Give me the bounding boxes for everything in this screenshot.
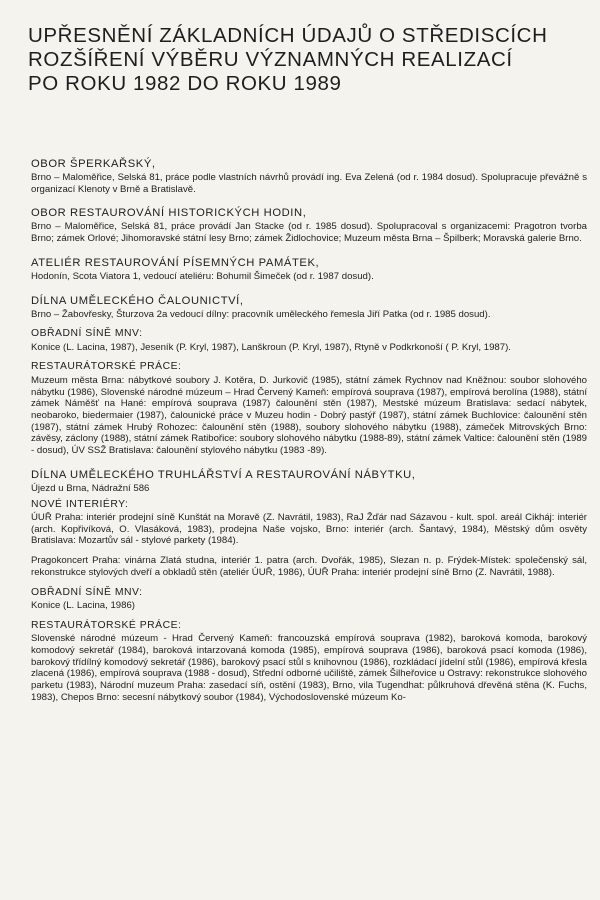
section-calounictvi [31,295,587,457]
subsection-text: Slovenské národné múzeum - Hrad Červený Kameň: francouzská empírová souprava (1982), baroková komoda, barokový komodový sekretář (1984), baroková intarzovaná komoda (1985), empírová souprava (1986), baroková psací komoda (1986), barokový třídílný komodový sekretář (1986), barokový psací stůl s knihovnou (1986), rozkládací jídelní stůl (1986), empírová křesla zlacená (1986), empírová souprava (1988 - dosud), Střední odborné učiliště, zámek Šilheřovice u Ostravy: rekonstrukce slohového parketu (1983), Národní muzeum Praha: zasedací síň, ostění (1983), Brno, vila Tugendhat: půlkruhová dřevěná stěna (K. Fuchs, 1983), Chepos Brno: secesní nábytkový soubor (1984), Východoslovenské múzeum Ko- [31,633,587,703]
section-truhlarstvi [31,469,587,704]
subsection-heading: OBŘADNÍ SÍNĚ MNV: [31,586,143,598]
page-title [28,24,588,96]
section-text: Brno – Maloměřice, Selská 81, práce podle vlastních návrhů provádí ing. Eva Zelená (od r. 1984 dosud). Spolupracuje převážně s organizací Klenoty v Brně a Bratislavě. [31,172,587,195]
subsection-text: Konice (L. Lacina, 1987), Jeseník (P. Kryl, 1987), Lanškroun (P. Kryl, 1987), Rtyně v Podkrkonoší ( P. Kryl, 1987). [31,341,511,353]
section-heading: DÍLNA UMĚLECKÉHO ČALOUNICTVÍ, [31,294,244,307]
section-atelier [31,257,587,283]
subsection-heading: OBŘADNÍ SÍNĚ MNV: [31,328,143,340]
section-text: Hodonín, Scota Viatora 1, vedoucí ateliéru: Bohumil Šimeček (od r. 1987 dosud). [31,270,374,282]
subsection-heading: NOVÉ INTERIÉRY: [31,498,129,510]
title-line-1: UPŘESNĚNÍ ZÁKLADNÍCH ÚDAJŮ O STŘEDISCÍCH [28,24,548,47]
section-heading: OBOR RESTAUROVÁNÍ HISTORICKÝCH HODIN, [31,207,307,220]
title-line-2: ROZŠÍŘENÍ VÝBĚRU VÝZNAMNÝCH REALIZACÍ [28,48,513,71]
section-heading: ATELIÉR RESTAUROVÁNÍ PÍSEMNÝCH PAMÁTEK, [31,256,320,269]
subsection-heading: RESTAURÁTORSKÉ PRÁCE: [31,361,182,373]
section-hodiny [31,207,587,244]
section-text: Brno – Žabovřesky, Šturzova 2a vedoucí dílny: pracovník uměleckého řemesla Jiří Patka (od r. 1985 dosud). [31,308,491,320]
subsection-text: ÚUŘ Praha: interiér prodejní síně Kunštát na Moravě (Z. Navrátil, 1983), RaJ Žďár nad Sázavou - kult. spol. areál Cikháj: interiér (arch. Kopřivíková, O. Vlasáková, 1983), prodejna Naše vojsko, Brno: interiér (arch. Šantavý, 1984), Městský dům osvěty Bratislava: Mozartův sál - stylové parkety (1984). [31,512,587,547]
section-heading: DÍLNA UMĚLECKÉHO TRUHLÁŘSTVÍ A RESTAUROVÁNÍ NÁBYTKU, [31,468,416,481]
section-text: Brno – Maloměřice, Selská 81, práce provádí Jan Stacke (od r. 1985 dosud). Spolupracoval s organizacemi: Pragotron tvorba Brno; zámek Orlové; Jihomoravské státní lesy Brno; zámek Židlochovice; Muzeum města Brna – Špilberk; Moravská galerie Brno. [31,221,587,245]
subsection-text: Muzeum města Brna: nábytkové soubory J. Kotěra, D. Jurkovič (1985), státní zámek Rychnov nad Kněžnou: soubor slohového nábytku (1986), Slovenské národné múzeum – Hrad Červený Kameň: empírová souprava (1987), empírová berolína (1988), státní zámek Náměšť na Hané: empírová souprava (1987) čalounění stěn (1987), Mestské múzeum Bratislava: sedací nábytek, neobaroko, biedermaier (1987), čalounické práce v Muzeu hodin - Dobrý pastýř (1987), státní zámek Buchlovice: čalounění stěn (1987), státní zámek Hrubý Rohozec: čalounění stěn (1988), soubory slohového nábytku (1988), zámeček Mitrovských Brno: závěsy, záclony (1988), státní zámek Ratibořice: soubory slohového nábytku (1988-89), státní zámek Valtice: čalounění stěn (1989 - dosud), ÚV SSŽ Bratislava: čalounění stylového nábytku (1983 -89). [31,374,587,457]
document-body [31,158,587,715]
subsection-text: Konice (L. Lacina, 1986) [31,600,135,612]
section-heading: OBOR ŠPERKAŘSKÝ, [31,158,156,170]
subsection-text: Pragokoncert Praha: vinárna Zlatá studna, interiér 1. patra (arch. Dvořák, 1985), Slezan n. p. Frýdek-Místek: společenský sál, rekonstrukce stylových dveří a obkladů stěn (ateliér ÚUŘ, 1986), ÚUŘ Praha: interiér prodejní síně Brno (Z. Navrátil, 1988). [31,555,587,578]
section-sperkarsky [31,158,587,195]
subsection-heading: RESTAURÁTORSKÉ PRÁCE: [31,619,182,631]
section-address: Újezd u Brna, Nádražní 586 [31,482,150,494]
title-line-3: PO ROKU 1982 DO ROKU 1989 [28,72,342,95]
